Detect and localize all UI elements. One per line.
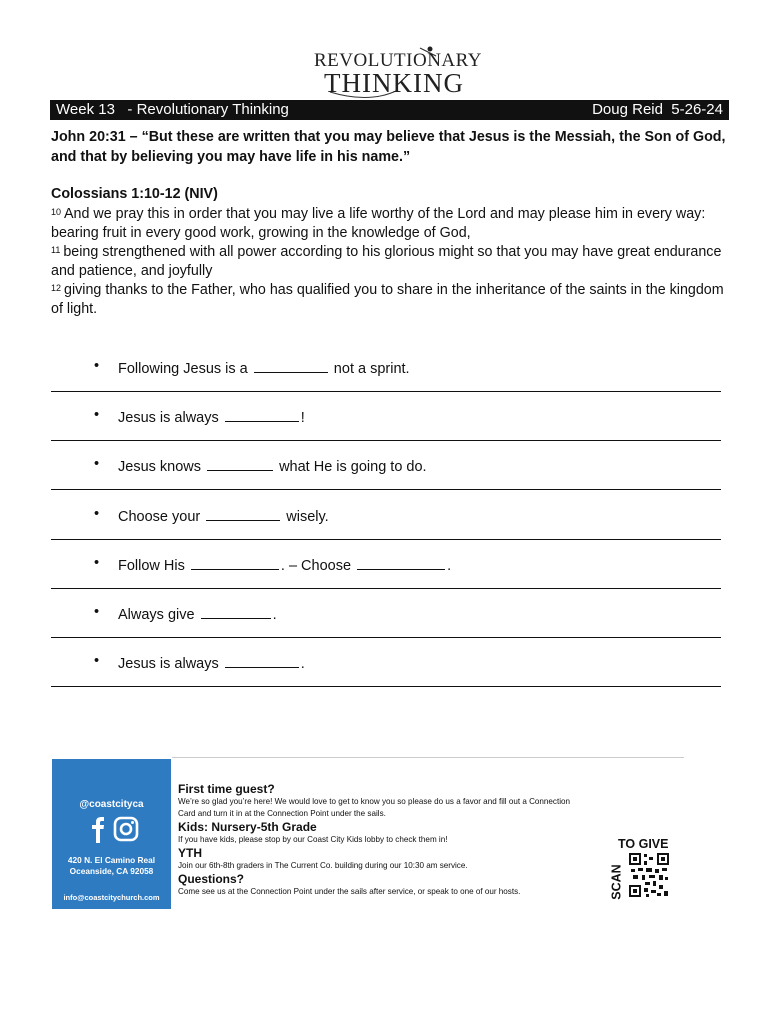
logo-line-1: REVOLUTIONARY [314, 50, 482, 71]
revolutionary-thinking-logo [300, 44, 482, 106]
blank-sentence: Jesus is always . [118, 653, 305, 672]
answer-blank[interactable] [191, 555, 279, 570]
speaker-date: Doug Reid 5-26-24 [592, 101, 723, 118]
bullet: • [94, 653, 100, 670]
section-body: We’re so glad you’re here! We would love to get to know you so please do us a favor and fill out a Connection Card and turn it in at the Connection Point under the sails. [178, 797, 571, 818]
answer-blank[interactable] [357, 555, 445, 570]
notes-line[interactable] [51, 637, 721, 638]
scan-label: SCAN [609, 864, 624, 900]
blank-item [51, 405, 721, 454]
notes-line[interactable] [51, 686, 721, 687]
blank-item [51, 651, 721, 700]
verse-number: 12 [51, 283, 62, 293]
blank-sentence: Choose your wisely. [118, 506, 329, 525]
verse-12 [51, 281, 729, 319]
verse-text: And we pray this in order that you may live a life worthy of the Lord and may please him in every way: bearing fruit in every good work, growing in the knowledge of God, [51, 206, 706, 241]
blank-item [51, 553, 721, 602]
church-address [52, 855, 171, 877]
header-bar [50, 100, 729, 120]
social-icons [84, 816, 140, 844]
notes-line[interactable] [51, 588, 721, 589]
to-give-label: TO GIVE [618, 837, 669, 851]
colossians-heading: Colossians 1:10-12 (NIV) [51, 186, 218, 202]
john-scripture: John 20:31 – “But these are written that you may believe that Jesus is the Messiah, the Son of God, and that by believing you may have life in his name.” [51, 129, 726, 165]
blank-sentence: Follow His . – Choose . [118, 555, 451, 574]
instagram-icon[interactable] [115, 818, 137, 840]
notes-line[interactable] [51, 391, 721, 392]
bullet: • [94, 505, 100, 522]
facebook-icon[interactable] [92, 817, 104, 843]
fill-in-blanks-list [51, 356, 721, 700]
bullet: • [94, 358, 100, 374]
blank-sentence: Jesus knows what He is going to do. [118, 456, 427, 475]
address-line-1: 420 N. El Camino Real [67, 855, 156, 865]
card-contact-panel [52, 759, 171, 909]
bullet: • [94, 407, 100, 424]
verse-text: being strengthened with all power according to his glorious might so that you may have great endurance and patience, and joyfully [51, 244, 722, 279]
blank-item [51, 356, 721, 405]
blank-sentence: Following Jesus is a not a sprint. [118, 358, 410, 377]
section-body: Join our 6th-8th graders in The Current Co. building during our 10:30 am service. [178, 861, 468, 870]
verse-text: giving thanks to the Father, who has qualified you to share in the inheritance of the saints in the kingdom of light. [51, 282, 724, 317]
verse-11 [51, 243, 729, 281]
church-email[interactable]: info@coastcitychurch.com [63, 893, 160, 902]
notes-line[interactable] [51, 539, 721, 540]
blank-sentence: Always give . [118, 604, 277, 623]
bullet: • [94, 554, 100, 571]
qr-code-icon[interactable] [629, 853, 669, 897]
card-divider [172, 757, 684, 758]
connection-card [52, 757, 684, 909]
card-info-sections [178, 782, 578, 898]
section-heading: Kids: Nursery-5th Grade [178, 820, 317, 834]
blank-item [51, 454, 721, 503]
week-title: Week 13 - Revolutionary Thinking [56, 101, 289, 118]
give-qr-block[interactable] [609, 837, 685, 907]
colossians-verses [51, 205, 729, 319]
section-heading: Questions? [178, 872, 245, 886]
answer-blank[interactable] [201, 604, 271, 619]
answer-blank[interactable] [206, 506, 280, 521]
section-heading: First time guest? [178, 782, 275, 796]
section-heading: YTH [178, 846, 202, 860]
notes-line[interactable] [51, 440, 721, 441]
section-body: Come see us at the Connection Point under the sails after service, or speak to one of our hosts. [178, 887, 521, 896]
answer-blank[interactable] [254, 358, 328, 373]
blank-item [51, 504, 721, 553]
bullet: • [94, 603, 100, 620]
blank-item [51, 602, 721, 651]
verse-10 [51, 205, 729, 243]
blank-sentence: Jesus is always ! [118, 407, 305, 426]
social-handle: @coastcityca [79, 799, 144, 810]
answer-blank[interactable] [225, 407, 299, 422]
section-body: If you have kids, please stop by our Coast City Kids lobby to check them in! [178, 835, 448, 844]
verse-number: 11 [51, 245, 61, 255]
bullet: • [94, 456, 100, 473]
verse-number: 10 [51, 207, 62, 217]
answer-blank[interactable] [207, 456, 273, 471]
logo-line-2: THINKING [324, 68, 464, 98]
notes-line[interactable] [51, 489, 721, 490]
address-line-2: Oceanside, CA 92058 [69, 866, 154, 876]
answer-blank[interactable] [225, 653, 299, 668]
